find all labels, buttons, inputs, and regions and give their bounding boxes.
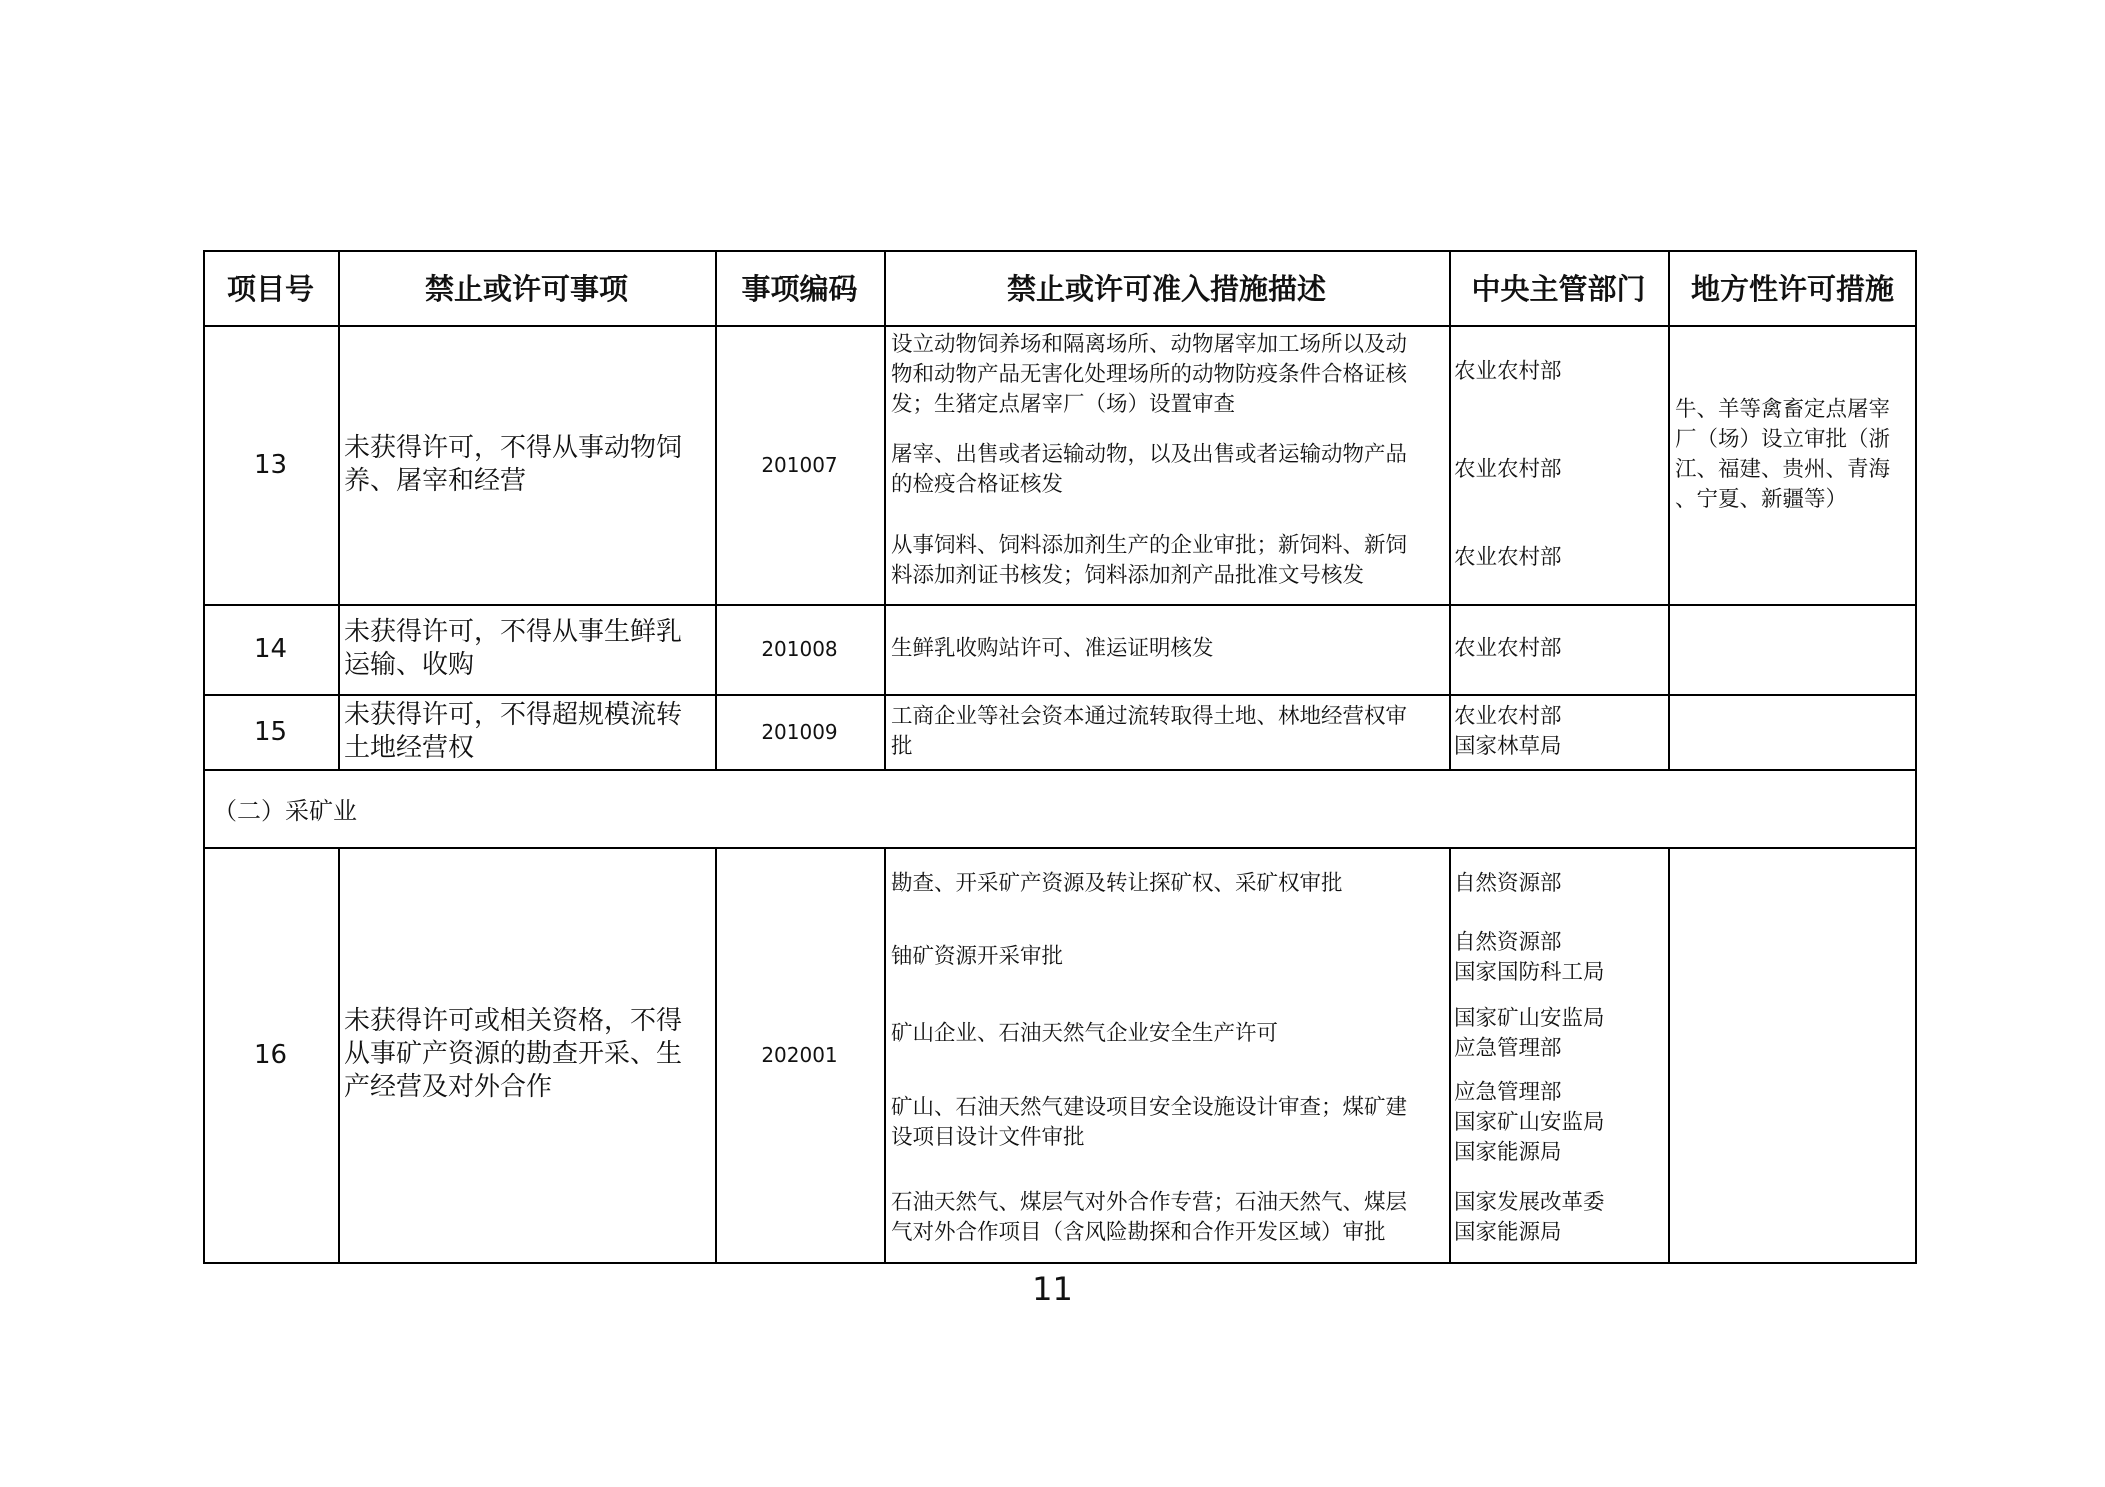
header-department: 中央主管部门 [1471,272,1646,306]
measure-line: 工商企业等社会资本通过流转取得土地、林地经营权审 [891,704,1408,729]
header-code: 事项编码 [741,272,858,306]
item-line: 运输、收购 [344,650,475,680]
central-department [1454,869,1562,899]
table-row [203,694,1917,769]
measure-line: 铀矿资源开采审批 [891,944,1064,969]
measure-line: 矿山、石油天然气建设项目安全设施设计审查；煤矿建 [891,1095,1408,1120]
item-description [338,604,715,694]
department-name: 农业农村部 [1454,359,1562,384]
department-name: 应急管理部 [1454,1080,1562,1105]
measure-line: 勘查、开采矿产资源及转让探矿权、采矿权审批 [891,871,1343,896]
item-number: 14 [253,634,288,664]
header-description: 禁止或许可准入措施描述 [1006,272,1326,306]
measure-description [891,942,1063,972]
item-line: 未获得许可，不得从事动物饲 [344,432,683,463]
department-name: 国家发展改革委 [1454,1190,1605,1215]
local-measure-line: 厂（场）设立审批（浙 [1675,427,1891,452]
measure-line: 生鲜乳收购站许可、准运证明核发 [891,636,1214,661]
department-name: 应急管理部 [1454,1036,1562,1061]
central-department [1454,634,1562,664]
local-measures [1675,395,1890,515]
table-row [203,847,1917,1262]
item-line: 未获得许可或相关资格，不得 [344,1006,683,1036]
measure-line: 石油天然气、煤层气对外合作专营；石油天然气、煤层 [891,1190,1408,1215]
department-name: 国家矿山安监局 [1454,1006,1605,1031]
department-name: 国家国防科工局 [1454,960,1605,985]
item-code: 201008 [761,637,838,661]
central-department [1454,1004,1605,1064]
department-name: 国家林草局 [1454,734,1562,759]
measure-description [891,531,1407,591]
measure-line: 屠宰、出售或者运输动物，以及出售或者运输动物产品 [891,442,1408,467]
measure-description [891,1019,1278,1049]
central-department [1454,928,1605,988]
department-name: 农业农村部 [1454,457,1562,482]
central-department [1454,702,1562,762]
central-department [1454,1078,1605,1168]
page-number: 11 [1032,1270,1073,1308]
department-name: 自然资源部 [1454,871,1562,896]
measure-line: 从事饲料、饲料添加剂生产的企业审批；新饲料、新饲 [891,533,1408,558]
category-row: （二）采矿业 [213,796,357,825]
local-measure-line: 、宁夏、新疆等） [1675,487,1848,512]
item-line: 养、屠宰和经营 [344,465,527,496]
header-item: 禁止或许可事项 [424,272,628,306]
department-name: 国家能源局 [1454,1220,1562,1245]
measure-line: 气对外合作项目（含风险勘探和合作开发区域）审批 [891,1220,1386,1245]
measure-description [891,440,1407,500]
department-name: 国家矿山安监局 [1454,1110,1605,1135]
item-description [338,694,715,769]
central-department [1454,357,1562,387]
central-department [1454,455,1562,485]
item-line: 产经营及对外合作 [344,1072,553,1102]
item-code: 201009 [761,719,838,744]
measure-description [891,634,1214,664]
department-name: 国家能源局 [1454,1140,1562,1165]
department-name: 农业农村部 [1454,545,1562,570]
department-name: 自然资源部 [1454,930,1562,955]
header-local-measures: 地方性许可措施 [1690,272,1894,306]
measure-description [891,1093,1407,1153]
permit-table [203,250,1917,1264]
local-measure-line: 江、福建、贵州、青海 [1675,457,1891,482]
table-row [203,604,1917,694]
local-measure-line: 牛、羊等禽畜定点屠宰 [1675,397,1891,422]
measure-description [891,1188,1407,1248]
measure-line: 批 [891,734,913,759]
measure-description [891,702,1407,762]
header-item-no: 项目号 [226,272,314,306]
item-line: 未获得许可，不得从事生鲜乳 [344,617,683,647]
item-line: 从事矿产资源的勘查开采、生 [344,1039,683,1069]
central-department [1454,543,1562,573]
measure-description [891,330,1407,420]
measure-line: 料添加剂证书核发；饲料添加剂产品批准文号核发 [891,563,1365,588]
measure-line: 矿山企业、石油天然气企业安全生产许可 [891,1021,1279,1046]
department-name: 农业农村部 [1454,636,1562,661]
central-department [1454,1188,1605,1248]
item-description [338,847,715,1262]
item-number: 16 [253,1039,288,1070]
item-description [338,325,715,604]
measure-description [891,869,1343,899]
item-code: 202001 [761,1042,838,1067]
measure-line: 物和动物产品无害化处理场所的动物防疫条件合格证核 [891,362,1408,387]
measure-line: 的检疫合格证核发 [891,472,1064,497]
item-number: 15 [253,716,288,747]
item-line: 土地经营权 [344,732,475,763]
item-number: 13 [253,449,288,480]
table-row [203,325,1917,604]
department-name: 农业农村部 [1454,704,1562,729]
table-border [203,1262,1917,1264]
item-code: 201007 [761,452,838,477]
item-line: 未获得许可，不得超规模流转 [344,699,683,730]
measure-line: 发；生猪定点屠宰厂（场）设置审查 [891,392,1236,417]
measure-line: 设项目设计文件审批 [891,1125,1085,1150]
measure-line: 设立动物饲养场和隔离场所、动物屠宰加工场所以及动 [891,332,1408,357]
